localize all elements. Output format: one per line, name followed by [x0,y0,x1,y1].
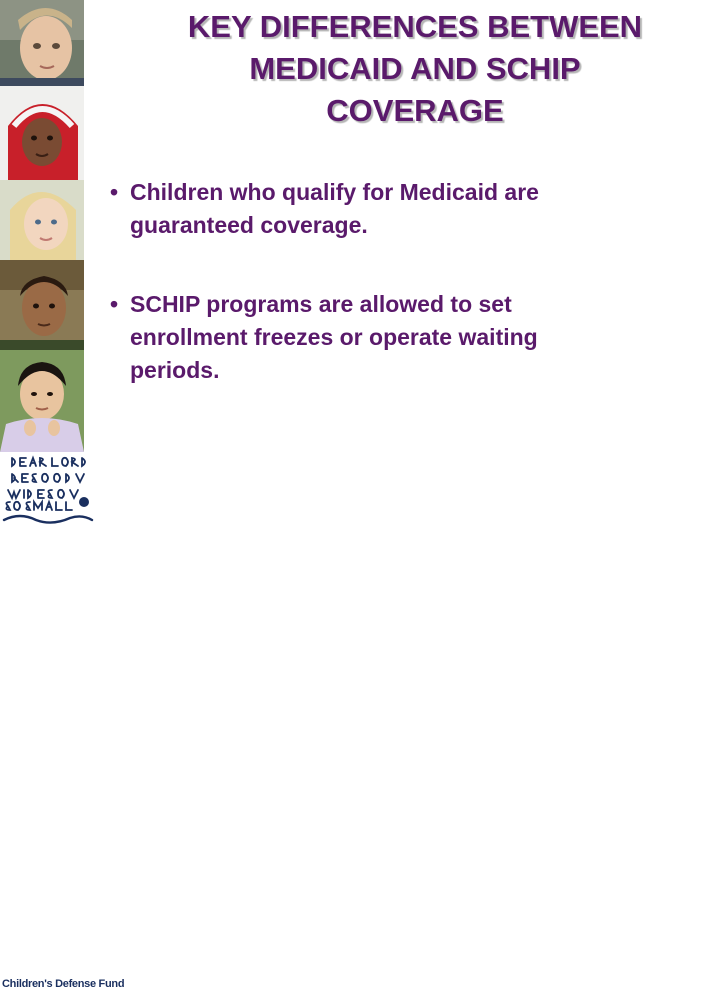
slide-title-line: MEDICAID AND SCHIP [249,51,581,86]
bullet-text-line: guaranteed coverage. [130,212,368,238]
bullet-text-line: enrollment freezes or operate waiting [130,324,538,350]
slide-title-line: KEY DIFFERENCES BETWEEN [187,9,643,44]
bullet-text-line: SCHIP programs are allowed to set [130,291,512,317]
childrens-defense-fund-logo [0,452,125,990]
child-photo-3 [0,180,84,260]
slide-title [110,6,720,132]
bullet-icon: • [110,179,119,205]
bullet-item [110,288,710,387]
bullet-icon: • [110,291,119,317]
bullet-text-line: Children who qualify for Medicaid are [130,179,539,205]
bullet-item [110,176,710,242]
logo-caption: Children's Defense Fund [2,978,125,990]
child-photo-1 [0,0,84,86]
child-photo-4 [0,260,84,350]
photo-strip [0,0,84,452]
bullet-list [110,176,710,387]
child-photo-2 [0,86,84,180]
slide-title-line: COVERAGE [326,93,504,128]
child-photo-5 [0,350,84,452]
logo-artwork-icon [0,452,96,526]
bullet-text-line: periods. [130,357,220,383]
